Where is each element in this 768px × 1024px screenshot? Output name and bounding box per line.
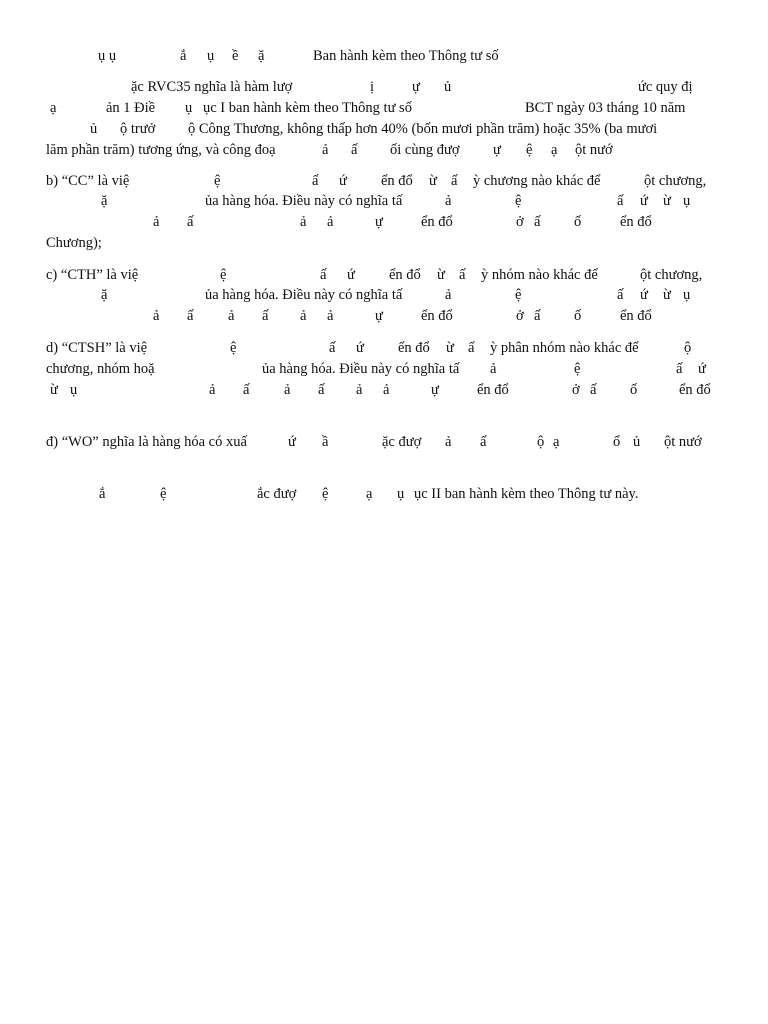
text-fragment: ển đổ — [398, 340, 430, 356]
text-fragment: ụ — [207, 48, 215, 64]
text-fragment: ả — [153, 214, 160, 230]
text-fragment: chương, nhóm hoặ — [46, 361, 155, 377]
text-fragment: ở — [516, 308, 524, 324]
text-fragment: ấ — [617, 287, 624, 303]
text-fragment: ấ — [617, 193, 624, 209]
text-fragment: ấ — [451, 173, 458, 189]
text-fragment: ắ — [180, 48, 187, 64]
text-fragment: ấ — [318, 382, 325, 398]
text-fragment: ặ — [258, 48, 265, 64]
text-fragment: ủ — [633, 434, 641, 450]
text-fragment: ứ — [640, 193, 648, 209]
text-fragment: ả — [300, 308, 307, 324]
text-fragment: ấ — [329, 340, 336, 356]
text-fragment: ỳ phân nhóm nào khác để — [490, 340, 639, 356]
text-fragment: ệ — [214, 173, 221, 189]
text-fragment: ụ — [683, 193, 691, 209]
text-fragment: ột nướ — [664, 434, 702, 450]
text-fragment: ầ — [322, 434, 329, 450]
text-fragment: ấ — [312, 173, 319, 189]
text-fragment: ển đổ — [381, 173, 413, 189]
text-fragment: ủ — [444, 79, 452, 95]
text-fragment: ột chương, — [640, 267, 703, 283]
text-fragment: Ban hành kèm theo Thông tư số — [313, 48, 499, 64]
text-fragment: ả — [209, 382, 216, 398]
text-fragment: ả — [490, 361, 497, 377]
text-fragment: c) “CTH” là việ — [46, 267, 139, 283]
text-fragment: ả — [284, 382, 291, 398]
text-fragment: ắc đượ — [257, 486, 297, 502]
text-fragment: ở — [572, 382, 580, 398]
text-fragment: ổ — [613, 434, 621, 450]
text-fragment: ấ — [243, 382, 250, 398]
text-fragment: ệ — [230, 340, 237, 356]
text-fragment: ển đổ — [679, 382, 711, 398]
text-fragment: ừ — [663, 287, 671, 303]
text-fragment: ộ — [684, 340, 692, 356]
text-fragment: ừ — [437, 267, 445, 283]
text-fragment: ấ — [534, 214, 541, 230]
text-fragment: ạ — [366, 486, 373, 502]
text-fragment: ả — [445, 434, 452, 450]
text-fragment: ừ — [663, 193, 671, 209]
text-fragment: ản 1 Điề — [106, 100, 156, 116]
text-fragment: ỳ chương nào khác để — [473, 173, 601, 189]
text-fragment: ộ Công Thương, không thấp hơn 40% (bốn mươi phần trăm) hoặc 35% (ba mươi — [188, 121, 658, 137]
text-fragment: ủa hàng hóa. Điều này có nghĩa tấ — [205, 193, 403, 209]
text-fragment: ả — [322, 142, 329, 158]
text-fragment: ủa hàng hóa. Điều này có nghĩa tấ — [262, 361, 460, 377]
text-fragment: ạ — [551, 142, 558, 158]
text-fragment: ệ — [526, 142, 533, 158]
text-fragment: ục I ban hành kèm theo Thông tư số — [203, 100, 412, 116]
text-fragment: ứ — [347, 267, 355, 283]
text-fragment: ệ — [220, 267, 227, 283]
text-fragment: ấ — [468, 340, 475, 356]
text-fragment: ứ — [288, 434, 296, 450]
text-fragment: ỳ nhóm nào khác để — [481, 267, 598, 283]
text-fragment: ấ — [590, 382, 597, 398]
text-fragment: ứ — [698, 361, 706, 377]
text-fragment: ụ — [397, 486, 405, 502]
text-fragment: ả — [300, 214, 307, 230]
text-fragment: ự — [375, 308, 383, 324]
text-fragment: ụ ụ — [98, 48, 117, 64]
text-fragment: ừ — [429, 173, 437, 189]
text-fragment: ố — [630, 382, 638, 398]
text-fragment: ệ — [322, 486, 329, 502]
text-fragment: ột nướ — [575, 142, 613, 158]
text-fragment: ển đổ — [477, 382, 509, 398]
text-fragment: ặ — [101, 287, 108, 303]
text-fragment: ố — [574, 214, 582, 230]
text-fragment: ứ — [356, 340, 364, 356]
text-fragment: ả — [327, 214, 334, 230]
text-fragment: ển đổ — [421, 308, 453, 324]
text-fragment: ự — [493, 142, 501, 158]
text-fragment: ấ — [187, 308, 194, 324]
text-fragment: ặc đượ — [382, 434, 422, 450]
text-fragment: ệ — [515, 193, 522, 209]
text-fragment: ự — [412, 79, 420, 95]
text-fragment: ủa hàng hóa. Điều này có nghĩa tấ — [205, 287, 403, 303]
text-fragment: ự — [375, 214, 383, 230]
text-fragment: ả — [356, 382, 363, 398]
text-fragment: ấ — [459, 267, 466, 283]
text-fragment: ị — [370, 79, 375, 95]
text-fragment: ệ — [515, 287, 522, 303]
text-fragment: ố — [574, 308, 582, 324]
text-fragment: ả — [327, 308, 334, 324]
text-fragment: ấ — [676, 361, 683, 377]
text-fragment: ụ — [70, 382, 78, 398]
text-fragment: ấ — [534, 308, 541, 324]
text-fragment: ụ — [185, 100, 193, 116]
text-fragment: ứ — [339, 173, 347, 189]
text-fragment: ột chương, — [644, 173, 707, 189]
text-fragment: ộ trưở — [120, 121, 156, 137]
text-fragment: ừ — [50, 382, 58, 398]
text-fragment: ục II ban hành kèm theo Thông tư này. — [414, 486, 639, 502]
text-fragment: ển đổ — [389, 267, 421, 283]
text-fragment: ả — [445, 193, 452, 209]
text-fragment: ả — [228, 308, 235, 324]
text-fragment: ệ — [574, 361, 581, 377]
text-fragment: d) “CTSH” là việ — [46, 340, 148, 356]
text-fragment: ển đổ — [421, 214, 453, 230]
text-fragment: ấ — [351, 142, 358, 158]
text-fragment: ệ — [160, 486, 167, 502]
text-fragment: ạ — [553, 434, 560, 450]
text-fragment: ấ — [320, 267, 327, 283]
text-fragment: ả — [383, 382, 390, 398]
text-fragment: ển đổ — [620, 308, 652, 324]
text-fragment: ối cùng đượ — [390, 142, 460, 158]
text-fragment: ụ — [683, 287, 691, 303]
text-fragment: ấ — [480, 434, 487, 450]
text-fragment: ả — [153, 308, 160, 324]
text-fragment: ở — [516, 214, 524, 230]
text-fragment: đ) “WO” nghĩa là hàng hóa có xuấ — [46, 434, 247, 450]
text-fragment: ạ — [50, 100, 57, 116]
text-fragment: ấ — [262, 308, 269, 324]
text-fragment: BCT ngày 03 tháng 10 năm — [525, 100, 686, 116]
text-fragment: ủ — [90, 121, 98, 137]
text-fragment: Chương); — [46, 235, 102, 251]
text-fragment: ấ — [187, 214, 194, 230]
text-fragment: ển đổ — [620, 214, 652, 230]
text-fragment: ặ — [101, 193, 108, 209]
text-fragment: ứ — [640, 287, 648, 303]
text-fragment: b) “CC” là việ — [46, 173, 130, 189]
text-fragment: ộ — [537, 434, 545, 450]
text-fragment: ề — [232, 48, 239, 64]
text-fragment: ừ — [446, 340, 454, 356]
text-fragment: ức quy đị — [638, 79, 693, 95]
text-fragment: ả — [445, 287, 452, 303]
text-fragment: lăm phần trăm) tương ứng, và công đoạ — [46, 142, 276, 158]
text-fragment: ắ — [99, 486, 106, 502]
text-fragment: ặc RVC35 nghĩa là hàm lượ — [131, 79, 293, 95]
text-fragment: ự — [431, 382, 439, 398]
